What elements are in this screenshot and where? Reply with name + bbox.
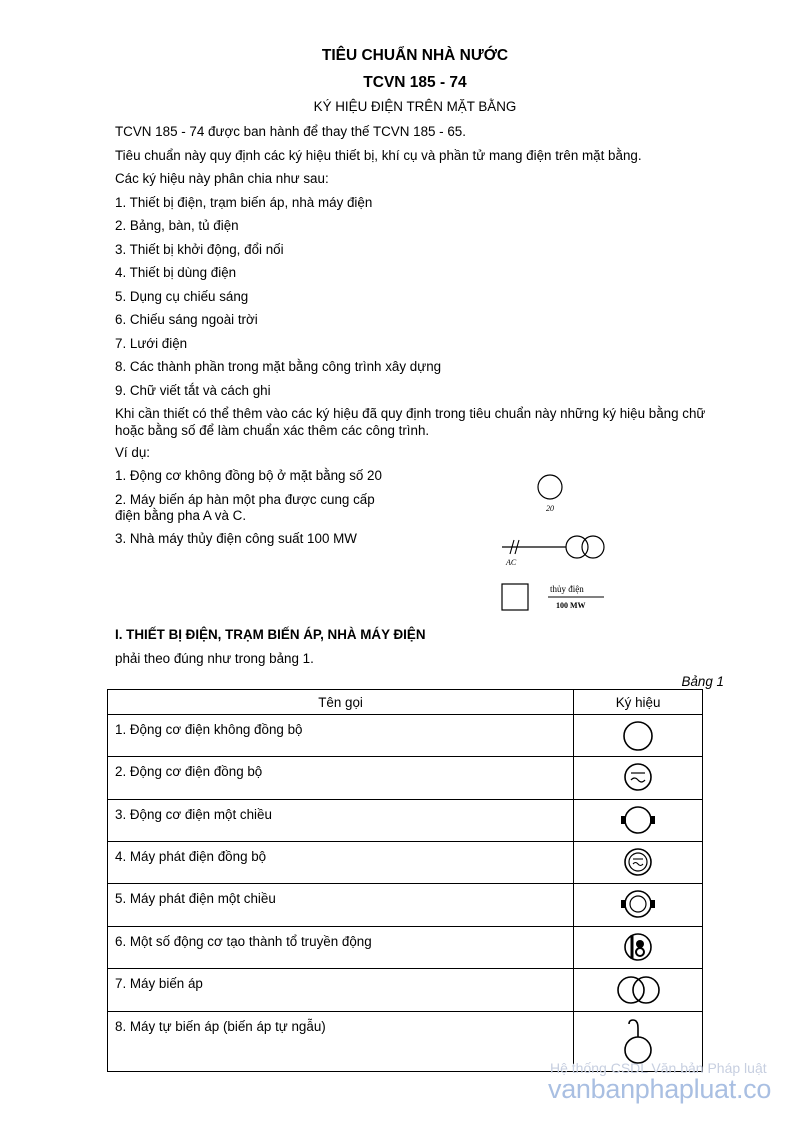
example-label: Ví dụ: (115, 445, 150, 460)
list-item: 4. Thiết bị dùng điện (115, 265, 237, 280)
row-name: 3. Động cơ điện một chiều (115, 807, 272, 822)
row-name: 7. Máy biến áp (115, 976, 203, 991)
example-3: 3. Nhà máy thủy điện công suất 100 MW (115, 531, 357, 546)
list-item: 6. Chiếu sáng ngoài trời (115, 312, 258, 327)
col-header-name: Tên gọi (108, 690, 574, 715)
list-item: 1. Thiết bị điện, trạm biến áp, nhà máy điện (115, 195, 373, 210)
watermark-line1: Hệ thống CSDL Văn bản Pháp luật (550, 1060, 767, 1076)
row-name: 4. Máy phát điện đồng bộ (115, 849, 267, 864)
transformer-icon (574, 969, 702, 1007)
welding-transformer-symbol (498, 530, 613, 570)
watermark-line2: vanbanphapluat.co (548, 1074, 772, 1104)
table-header-row (108, 690, 703, 715)
intro-p1: TCVN 185 - 74 được ban hành để thay thế TCVN 185 - 65. (115, 124, 466, 139)
intro-p3: Các ký hiệu này phân chia như sau: (115, 171, 329, 186)
row-name: 8. Máy tự biến áp (biến áp tự ngẫu) (115, 1019, 326, 1034)
list-item: 5. Dụng cụ chiếu sáng (115, 289, 249, 304)
list-item: 8. Các thành phần trong mặt bằng công trình xây dựng (115, 359, 442, 374)
example-2-line2: điện bằng pha A và C. (115, 508, 247, 523)
intro-p4-line2: hoặc bằng số để làm chuẩn xác thêm các công trình. (115, 423, 430, 438)
circle-group-icon (574, 927, 702, 965)
circle-brushes-icon (574, 800, 702, 838)
symbol-label-mw: 100 MW (556, 601, 586, 610)
hydro-plant-symbol (498, 578, 613, 616)
double-circle-tilde-icon (574, 842, 702, 880)
symbol-label-ac: AC (506, 558, 517, 567)
page-subtitle: KÝ HIỆU ĐIỆN TRÊN MẶT BẰNG (313, 99, 517, 114)
example-2-line1: 2. Máy biến áp hàn một pha được cung cấp (115, 492, 375, 507)
table-row (108, 715, 703, 757)
list-item: 3. Thiết bị khởi động, đổi nối (115, 242, 284, 257)
row-name: 1. Động cơ điện không đồng bộ (115, 722, 303, 737)
standard-code: TCVN 185 - 74 (363, 74, 467, 91)
table-caption: Bảng 1 (681, 674, 724, 689)
table-row (108, 800, 703, 842)
example-1: 1. Động cơ không đồng bộ ở mặt bằng số 20 (115, 468, 382, 483)
list-item: 9. Chữ viết tắt và cách ghi (115, 383, 271, 398)
table-row (108, 884, 703, 927)
symbol-label-hydro: thủy điện (550, 584, 584, 594)
double-circle-brushes-icon (574, 884, 702, 922)
circle-icon (574, 715, 702, 753)
motor-20-symbol (530, 470, 570, 515)
table-row (108, 757, 703, 800)
page-title: TIÊU CHUẨN NHÀ NƯỚC (321, 47, 509, 64)
section-note: phải theo đúng như trong bảng 1. (115, 651, 314, 666)
table-row (108, 969, 703, 1012)
intro-p2: Tiêu chuẩn này quy định các ký hiệu thiết bị, khí cụ và phần tử mang điện trên mặt bằng. (115, 148, 642, 163)
list-item: 2. Bảng, bàn, tủ điện (115, 218, 239, 233)
intro-p4-line1: Khi cần thiết có thể thêm vào các ký hiệu đã quy định trong tiêu chuẩn này những ký hiệu bằng chữ (115, 406, 706, 421)
table-row (108, 927, 703, 969)
table-row (108, 842, 703, 884)
section-heading: I. THIẾT BỊ ĐIỆN, TRẠM BIẾN ÁP, NHÀ MÁY ĐIỆN (115, 627, 426, 642)
row-name: 5. Máy phát điện một chiều (115, 891, 276, 906)
symbol-table (107, 689, 703, 1072)
symbol-label-20: 20 (546, 504, 554, 513)
row-name: 2. Động cơ điện đồng bộ (115, 764, 263, 779)
row-name: 6. Một số động cơ tạo thành tổ truyền động (115, 934, 372, 949)
col-header-symbol: Ký hiệu (574, 690, 703, 715)
circle-tilde-icon (574, 757, 702, 795)
list-item: 7. Lưới điện (115, 336, 188, 351)
